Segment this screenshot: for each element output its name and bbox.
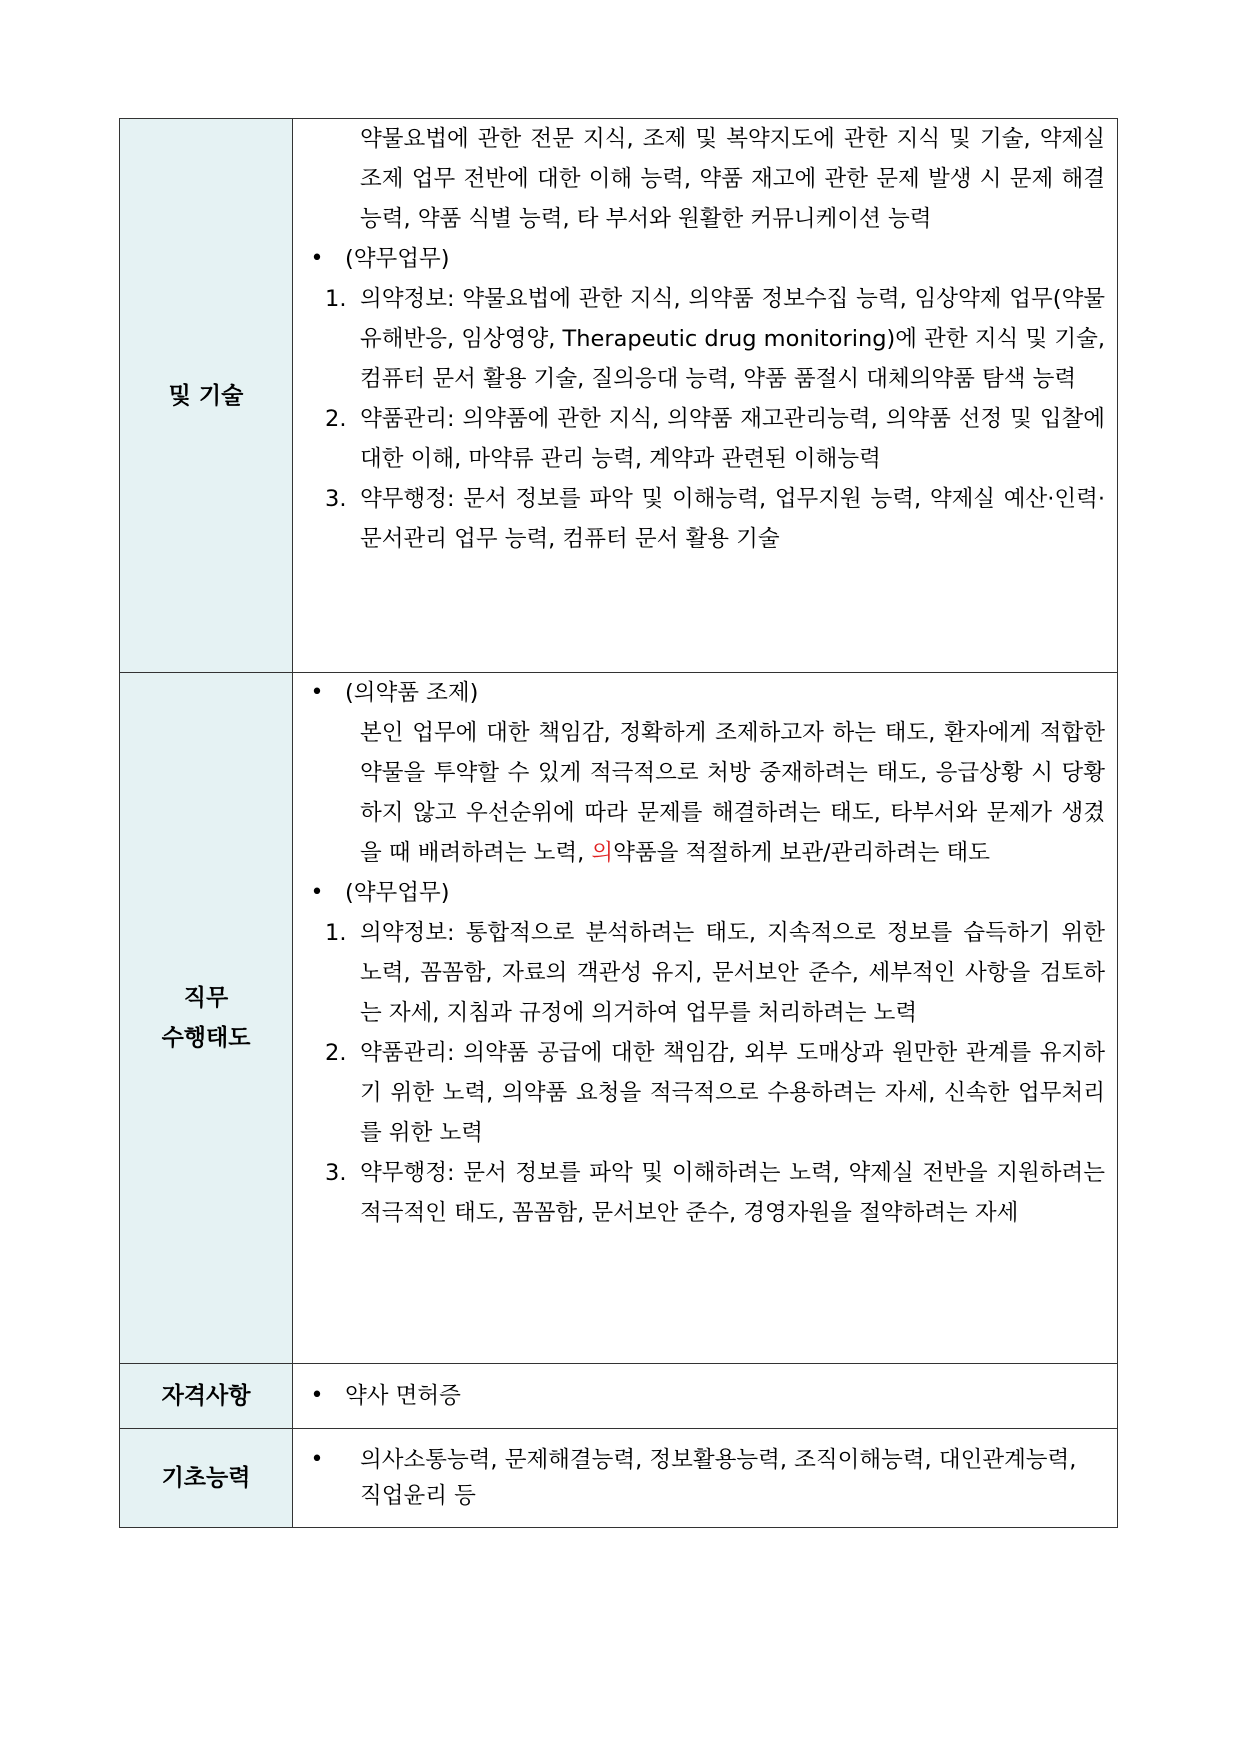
- item-number: 2.: [325, 406, 347, 432]
- numbered-item: [293, 399, 1105, 479]
- item-number: 1.: [325, 920, 347, 946]
- basic-ability-content: [293, 1429, 1118, 1528]
- bullet-item: [293, 239, 1105, 279]
- numbered-item: [293, 479, 1105, 559]
- bullet-text: (의약품 조제): [345, 680, 479, 706]
- bullet-icon: •: [310, 1447, 324, 1472]
- attitude-label-line1: 직무: [183, 985, 229, 1011]
- bullet-item: [293, 673, 1105, 713]
- bullet-icon: •: [310, 680, 324, 705]
- bullet-item: [293, 1376, 1105, 1416]
- numbered-item: [293, 913, 1105, 1033]
- bullet-icon: •: [310, 246, 324, 271]
- attitude-label-line2: 수행태도: [161, 1025, 251, 1051]
- qualification-label: 자격사항: [120, 1364, 293, 1429]
- item-text: 약품관리: 의약품 공급에 대한 책임감, 외부 도매상과 원만한 관계를 유지하기 위한 노력, 의약품 요청을 적극적으로 수용하려는 자세, 신속한 업무처리를 위한 노력: [360, 1040, 1105, 1146]
- highlighted-text: 의: [591, 840, 614, 866]
- item-text: 약무행정: 문서 정보를 파악 및 이해하려는 노력, 약제실 전반을 지원하려는 적극적인 태도, 꼼꼼함, 문서보안 준수, 경영자원을 절약하려는 자세: [360, 1160, 1105, 1226]
- paragraph-text: 본인 업무에 대한 책임감, 정확하게 조제하고자 하는 태도, 환자에게 적합한 약물을 투약할 수 있게 적극적으로 처방 중재하려는 태도, 응급상황 시 당황하지 않고 우선순위에 따라 문제를 해결하려는 태도, 타부서와 문제가 생겼을 때 배려하려는 노력,: [360, 720, 1105, 866]
- attitude-content: [293, 673, 1118, 1364]
- item-text: 약무행정: 문서 정보를 파악 및 이해능력, 업무지원 능력, 약제실 예산·인력·문서관리 업무 능력, 컴퓨터 문서 활용 기술: [360, 486, 1105, 552]
- bullet-icon: •: [310, 1383, 324, 1408]
- item-number: 3.: [325, 486, 347, 512]
- dispensing-paragraph: [293, 713, 1105, 873]
- qualification-content: [293, 1364, 1118, 1429]
- numbered-item: [293, 1153, 1105, 1233]
- bullet-item: [293, 873, 1105, 913]
- numbered-item: [293, 1033, 1105, 1153]
- bullet-icon: •: [310, 880, 324, 905]
- item-text: 의약정보: 통합적으로 분석하려는 태도, 지속적으로 정보를 습득하기 위한 노력, 꼼꼼함, 자료의 객관성 유지, 문서보안 준수, 세부적인 사항을 검토하는 자세, 지침과 규정에 의거하여 업무를 처리하려는 노력: [360, 920, 1105, 1026]
- bullet-text: (약무업무): [345, 880, 450, 906]
- basic-ability-row: [120, 1429, 1118, 1528]
- basic-ability-label: 기초능력: [120, 1429, 293, 1528]
- bullet-text: (약무업무): [345, 246, 450, 272]
- bullet-item: [293, 1442, 1105, 1514]
- item-text: 의약정보: 약물요법에 관한 지식, 의약품 정보수집 능력, 임상약제 업무(약물유해반응, 임상영양, Therapeutic drug monitoring)에 관한 지식 및 기술, 컴퓨터 문서 활용 기술, 질의응대 능력, 약품 품절시 대체의약품 탐색 능력: [360, 286, 1105, 392]
- bullet-text: 의사소통능력, 문제해결능력, 정보활용능력, 조직이해능력, 대인관계능력, 직업윤리 등: [360, 1447, 1077, 1509]
- numbered-item: [293, 279, 1105, 399]
- item-number: 1.: [325, 286, 347, 312]
- skills-content: [293, 119, 1118, 673]
- skills-intro-paragraph: 약물요법에 관한 전문 지식, 조제 및 복약지도에 관한 지식 및 기술, 약제실 조제 업무 전반에 대한 이해 능력, 약품 재고에 관한 문제 발생 시 문제 해결 능력, 약품 식별 능력, 타 부서와 원활한 커뮤니케이션 능력: [360, 126, 1105, 232]
- attitude-label: [120, 673, 293, 1364]
- skills-row: [120, 119, 1118, 673]
- paragraph-tail: 약품을 적절하게 보관/관리하려는 태도: [613, 840, 990, 866]
- qualification-row: [120, 1364, 1118, 1429]
- job-description-table: [119, 118, 1118, 1528]
- skills-label: 및 기술: [120, 119, 293, 673]
- attitude-row: [120, 673, 1118, 1364]
- item-number: 2.: [325, 1040, 347, 1066]
- item-text: 약품관리: 의약품에 관한 지식, 의약품 재고관리능력, 의약품 선정 및 입찰에 대한 이해, 마약류 관리 능력, 계약과 관련된 이해능력: [360, 406, 1105, 472]
- item-number: 3.: [325, 1160, 347, 1186]
- bullet-text: 약사 면허증: [345, 1383, 461, 1409]
